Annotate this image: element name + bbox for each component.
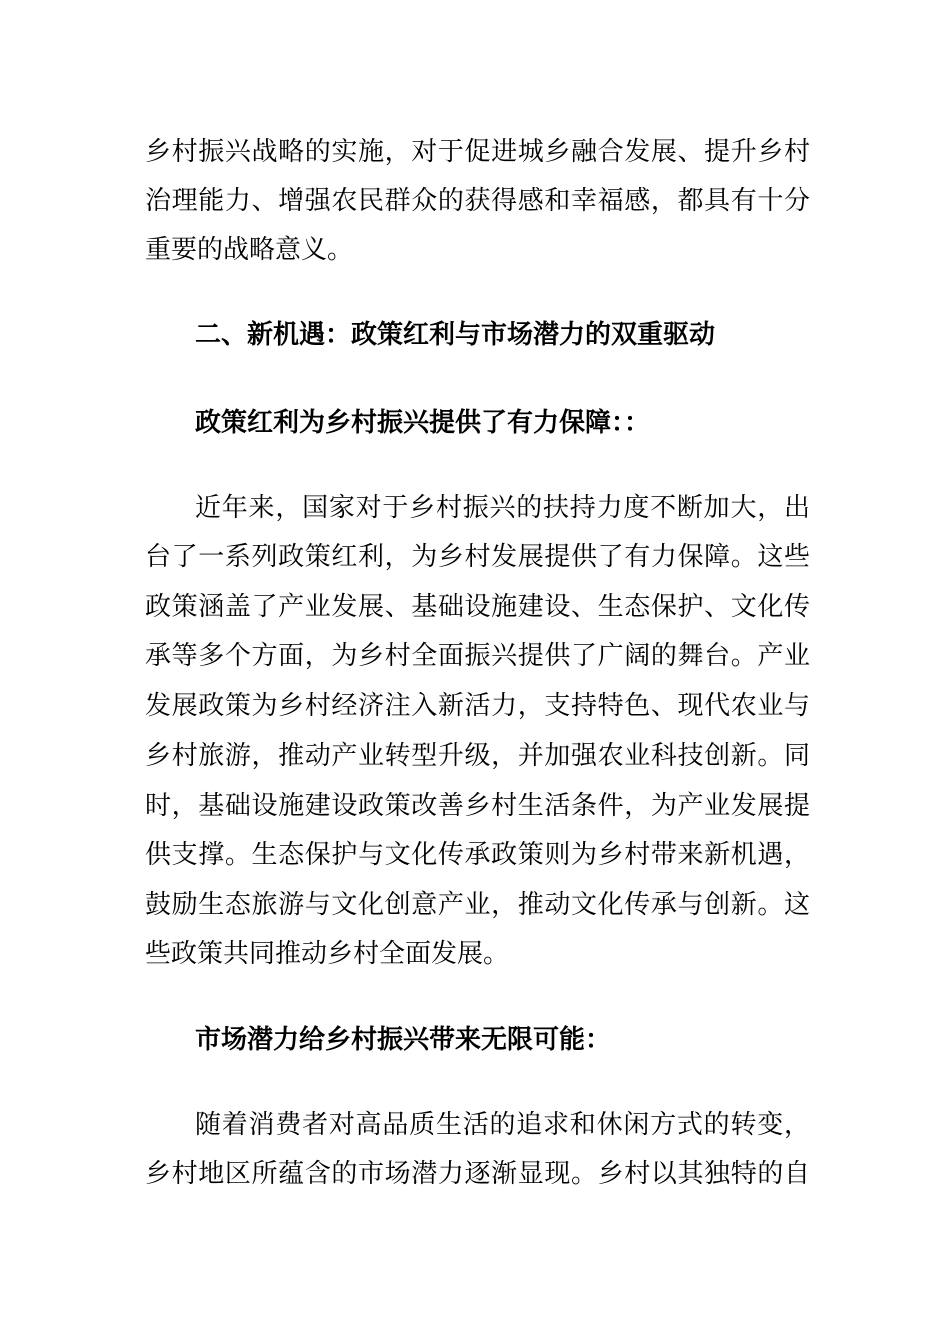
policy-paragraph-line: 政策涵盖了产业发展、基础设施建设、生态保护、文化传 bbox=[145, 592, 810, 622]
policy-paragraph-line: 近年来，国家对于乡村振兴的扶持力度不断加大，出 bbox=[195, 493, 810, 523]
policy-paragraph-line: 台了一系列政策红利，为乡村发展提供了有力保障。这些 bbox=[145, 542, 810, 572]
policy-paragraph-line: 发展政策为乡村经济注入新活力，支持特色、现代农业与 bbox=[145, 691, 810, 721]
policy-paragraph-line: 些政策共同推动乡村全面发展。 bbox=[145, 939, 510, 969]
policy-subheading: 政策红利为乡村振兴提供了有力保障：： bbox=[195, 408, 651, 438]
intro-paragraph-line: 乡村振兴战略的实施，对于促进城乡融合发展、提升乡村 bbox=[145, 137, 810, 167]
intro-paragraph-line: 治理能力、增强农民群众的获得感和幸福感，都具有十分 bbox=[145, 186, 810, 216]
policy-paragraph-line: 供支撑。生态保护与文化传承政策则为乡村带来新机遇， bbox=[145, 840, 810, 870]
policy-paragraph-line: 乡村旅游，推动产业转型升级，并加强农业科技创新。同 bbox=[145, 741, 810, 771]
policy-paragraph-line: 时，基础设施建设政策改善乡村生活条件，为产业发展提 bbox=[145, 791, 810, 821]
policy-paragraph-line: 承等多个方面，为乡村全面振兴提供了广阔的舞台。产业 bbox=[145, 641, 810, 671]
intro-paragraph-line: 重要的战略意义。 bbox=[145, 235, 354, 265]
market-paragraph-line: 随着消费者对高品质生活的追求和休闲方式的转变， bbox=[195, 1110, 810, 1140]
policy-paragraph-line: 鼓励生态旅游与文化创意产业，推动文化传承与创新。这 bbox=[145, 890, 810, 920]
market-subheading: 市场潜力给乡村振兴带来无限可能： bbox=[195, 1025, 612, 1055]
market-paragraph-line: 乡村地区所蕴含的市场潜力逐渐显现。乡村以其独特的自 bbox=[145, 1159, 810, 1189]
section-heading: 二、新机遇：政策红利与市场潜力的双重驱动 bbox=[195, 320, 716, 350]
